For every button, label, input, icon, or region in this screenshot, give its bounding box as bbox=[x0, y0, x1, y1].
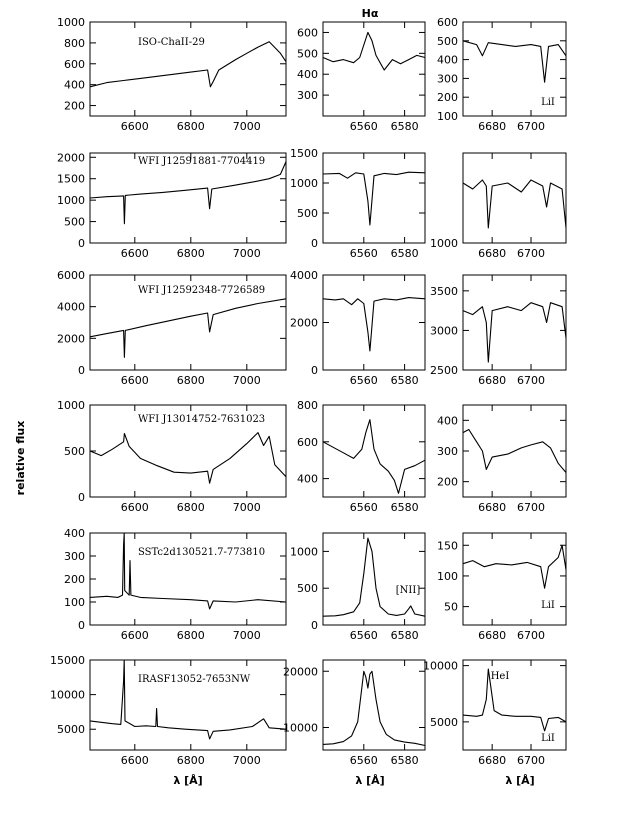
x-tick-label: 6800 bbox=[176, 247, 205, 260]
panel-4-2 bbox=[437, 533, 566, 642]
panel-0-2 bbox=[437, 16, 566, 133]
y-tick-label: 20000 bbox=[283, 665, 318, 679]
panel-frame bbox=[323, 533, 425, 625]
x-tick-label: 6580 bbox=[390, 754, 419, 767]
panels-group bbox=[50, 16, 566, 767]
x-tick-label: 6600 bbox=[120, 247, 149, 260]
column-title-halpha: Hα bbox=[361, 7, 379, 20]
spectrum-line-0 bbox=[90, 533, 286, 609]
x-tick-label: 6680 bbox=[478, 120, 507, 133]
y-tick-label: 4000 bbox=[57, 300, 85, 314]
panel-label: HeI bbox=[490, 671, 510, 682]
panel-label: WFI J12592348-7726589 bbox=[138, 285, 266, 296]
x-tick-label: 6600 bbox=[120, 629, 149, 642]
spectrum-line-0 bbox=[463, 430, 566, 473]
panel-1-1 bbox=[290, 147, 425, 260]
x-tick-label: 7000 bbox=[232, 120, 261, 133]
spectrum-line-0 bbox=[90, 162, 286, 224]
x-tick-label: 6560 bbox=[349, 501, 378, 514]
panel-1-2 bbox=[430, 153, 566, 260]
y-tick-label: 1000 bbox=[430, 237, 458, 250]
panel-frame bbox=[323, 22, 425, 116]
y-tick-label: 1000 bbox=[290, 545, 318, 559]
panel-3-1 bbox=[297, 399, 425, 514]
spectrum-line-0 bbox=[463, 303, 566, 362]
panel-label: IRASF13052-7653NW bbox=[138, 674, 251, 685]
x-tick-label: 6560 bbox=[349, 120, 378, 133]
y-tick-label: 200 bbox=[64, 99, 85, 113]
x-tick-label: 6680 bbox=[478, 374, 507, 387]
y-tick-label: 2000 bbox=[57, 332, 85, 346]
y-tick-label: 500 bbox=[297, 207, 318, 220]
y-tick-label: 400 bbox=[297, 68, 318, 82]
y-axis-label: relative flux bbox=[14, 420, 27, 496]
x-tick-label: 6700 bbox=[517, 754, 546, 767]
panel-4-0 bbox=[64, 527, 286, 642]
spectrum-line-0 bbox=[90, 42, 286, 87]
y-tick-label: 400 bbox=[64, 78, 85, 92]
y-tick-label: 500 bbox=[297, 47, 318, 61]
y-tick-label: 150 bbox=[437, 539, 458, 553]
panel-frame bbox=[323, 275, 425, 370]
x-tick-label: 6700 bbox=[517, 629, 546, 642]
x-tick-label: 6680 bbox=[478, 247, 507, 260]
y-tick-label: 0 bbox=[311, 619, 318, 632]
x-tick-label: 6580 bbox=[390, 501, 419, 514]
x-tick-label: 6700 bbox=[517, 120, 546, 133]
spectrum-line-0 bbox=[463, 545, 566, 588]
y-tick-label: 2000 bbox=[57, 151, 85, 165]
y-tick-label: 200 bbox=[64, 573, 85, 586]
y-tick-label: 0 bbox=[78, 491, 85, 504]
panel-2-1 bbox=[290, 269, 425, 387]
y-tick-label: 1000 bbox=[290, 177, 318, 190]
y-tick-label: 300 bbox=[437, 445, 458, 458]
panel-3-2 bbox=[437, 405, 566, 514]
y-tick-label: 1000 bbox=[57, 194, 85, 208]
panel-frame bbox=[323, 153, 425, 243]
y-tick-label: 300 bbox=[64, 550, 85, 563]
y-tick-label: 200 bbox=[437, 475, 458, 489]
x-tick-label: 6800 bbox=[176, 374, 205, 387]
y-tick-label: 500 bbox=[437, 34, 458, 48]
panel-frame bbox=[323, 660, 425, 750]
panel-2-2 bbox=[430, 275, 566, 387]
spectrum-line-0 bbox=[323, 32, 425, 70]
y-tick-label: 600 bbox=[297, 435, 318, 449]
y-tick-label: 400 bbox=[437, 414, 458, 428]
y-tick-label: 1000 bbox=[57, 399, 85, 412]
y-tick-label: 300 bbox=[297, 89, 318, 103]
x-tick-label: 6680 bbox=[478, 501, 507, 514]
spectrum-line-0 bbox=[90, 660, 286, 739]
panel-frame bbox=[463, 153, 566, 243]
y-tick-label: 400 bbox=[297, 472, 318, 486]
y-tick-label: 500 bbox=[297, 582, 318, 596]
y-tick-label: 0 bbox=[78, 364, 85, 377]
x-tick-label: 6800 bbox=[176, 501, 205, 514]
y-tick-label: 3500 bbox=[430, 284, 458, 298]
x-axis-label-left: λ [Å] bbox=[173, 774, 203, 787]
y-tick-label: 2000 bbox=[290, 316, 318, 330]
x-tick-label: 7000 bbox=[232, 247, 261, 260]
x-axis-label-right: λ [Å] bbox=[505, 774, 535, 787]
panel-5-1 bbox=[283, 660, 425, 767]
y-tick-label: 4000 bbox=[290, 269, 318, 282]
y-tick-label: 100 bbox=[437, 569, 458, 583]
panel-label: WFI J13014752-7631023 bbox=[138, 414, 266, 425]
panel-3-0 bbox=[57, 399, 286, 514]
x-tick-label: 6580 bbox=[390, 120, 419, 133]
x-tick-label: 6560 bbox=[349, 374, 378, 387]
x-tick-label: 6580 bbox=[390, 247, 419, 260]
panel-label: [NII] bbox=[395, 585, 421, 596]
y-tick-label: 0 bbox=[78, 619, 85, 632]
y-tick-label: 50 bbox=[444, 600, 458, 614]
y-tick-label: 15000 bbox=[50, 654, 85, 667]
y-tick-label: 500 bbox=[64, 215, 85, 229]
spectrum-line-0 bbox=[90, 299, 286, 358]
spectrum-line-0 bbox=[323, 172, 425, 225]
spectrum-line-0 bbox=[323, 298, 425, 351]
y-tick-label: 300 bbox=[437, 72, 458, 86]
x-tick-label: 6680 bbox=[478, 754, 507, 767]
panel-label: ISO-ChaII-29 bbox=[138, 37, 205, 48]
y-tick-label: 100 bbox=[64, 596, 85, 609]
x-tick-label: 6800 bbox=[176, 754, 205, 767]
panel-5-2 bbox=[423, 660, 566, 767]
spectrum-line-0 bbox=[463, 669, 566, 731]
x-tick-label: 7000 bbox=[232, 374, 261, 387]
y-tick-label: 10000 bbox=[423, 659, 458, 673]
x-axis-label-middle: λ [Å] bbox=[355, 774, 385, 787]
y-tick-label: 800 bbox=[64, 36, 85, 50]
x-tick-label: 6600 bbox=[120, 501, 149, 514]
panel-label: LiI bbox=[541, 600, 555, 611]
panel-label: LiI bbox=[541, 97, 555, 108]
y-tick-label: 1500 bbox=[290, 147, 318, 160]
x-tick-label: 6700 bbox=[517, 501, 546, 514]
y-tick-label: 400 bbox=[437, 53, 458, 67]
y-tick-label: 0 bbox=[78, 237, 85, 250]
panel-label: SSTc2d130521.7-773810 bbox=[138, 547, 266, 558]
y-tick-label: 800 bbox=[297, 399, 318, 412]
y-tick-label: 600 bbox=[297, 26, 318, 40]
spectrum-line-0 bbox=[323, 420, 425, 494]
panel-0-1 bbox=[297, 22, 425, 133]
panel-frame bbox=[463, 533, 566, 625]
y-tick-label: 5000 bbox=[57, 723, 85, 737]
y-tick-label: 600 bbox=[437, 16, 458, 29]
y-tick-label: 100 bbox=[437, 110, 458, 123]
x-tick-label: 6800 bbox=[176, 120, 205, 133]
y-tick-label: 1000 bbox=[57, 16, 85, 29]
x-tick-label: 6800 bbox=[176, 629, 205, 642]
x-tick-label: 6560 bbox=[349, 629, 378, 642]
panel-1-0 bbox=[57, 151, 286, 260]
y-tick-label: 0 bbox=[311, 364, 318, 377]
y-tick-label: 10000 bbox=[50, 688, 85, 702]
panel-label-secondary: LiI bbox=[541, 733, 555, 744]
y-tick-label: 2500 bbox=[430, 364, 458, 377]
spectrum-line-0 bbox=[463, 41, 566, 82]
x-tick-label: 6600 bbox=[120, 374, 149, 387]
y-tick-label: 0 bbox=[311, 237, 318, 250]
x-tick-label: 6600 bbox=[120, 754, 149, 767]
spectrum-line-0 bbox=[463, 180, 566, 228]
y-tick-label: 500 bbox=[64, 445, 85, 458]
y-tick-label: 400 bbox=[64, 527, 85, 540]
x-tick-label: 7000 bbox=[232, 754, 261, 767]
y-tick-label: 600 bbox=[64, 57, 85, 71]
panel-2-0 bbox=[57, 269, 286, 387]
panel-frame bbox=[323, 405, 425, 497]
y-tick-label: 6000 bbox=[57, 269, 85, 282]
x-tick-label: 6560 bbox=[349, 754, 378, 767]
panel-5-0 bbox=[50, 654, 286, 767]
spectrum-line-0 bbox=[323, 538, 425, 616]
y-tick-label: 1500 bbox=[57, 172, 85, 186]
spectrum-line-0 bbox=[323, 671, 425, 745]
x-tick-label: 6580 bbox=[390, 374, 419, 387]
y-tick-label: 5000 bbox=[430, 715, 458, 729]
x-tick-label: 6560 bbox=[349, 247, 378, 260]
x-tick-label: 7000 bbox=[232, 629, 261, 642]
panel-4-1 bbox=[290, 533, 425, 642]
x-tick-label: 6600 bbox=[120, 120, 149, 133]
y-tick-label: 10000 bbox=[283, 721, 318, 735]
y-tick-label: 200 bbox=[437, 91, 458, 105]
x-tick-label: 6700 bbox=[517, 374, 546, 387]
x-tick-label: 6680 bbox=[478, 629, 507, 642]
x-tick-label: 7000 bbox=[232, 501, 261, 514]
panel-label: WFI J12591881-7704419 bbox=[138, 156, 266, 167]
panel-frame bbox=[463, 275, 566, 370]
y-tick-label: 3000 bbox=[430, 324, 458, 338]
x-tick-label: 6580 bbox=[390, 629, 419, 642]
spectrum-line-0 bbox=[90, 433, 286, 484]
panel-0-0 bbox=[57, 16, 286, 133]
x-tick-label: 6700 bbox=[517, 247, 546, 260]
